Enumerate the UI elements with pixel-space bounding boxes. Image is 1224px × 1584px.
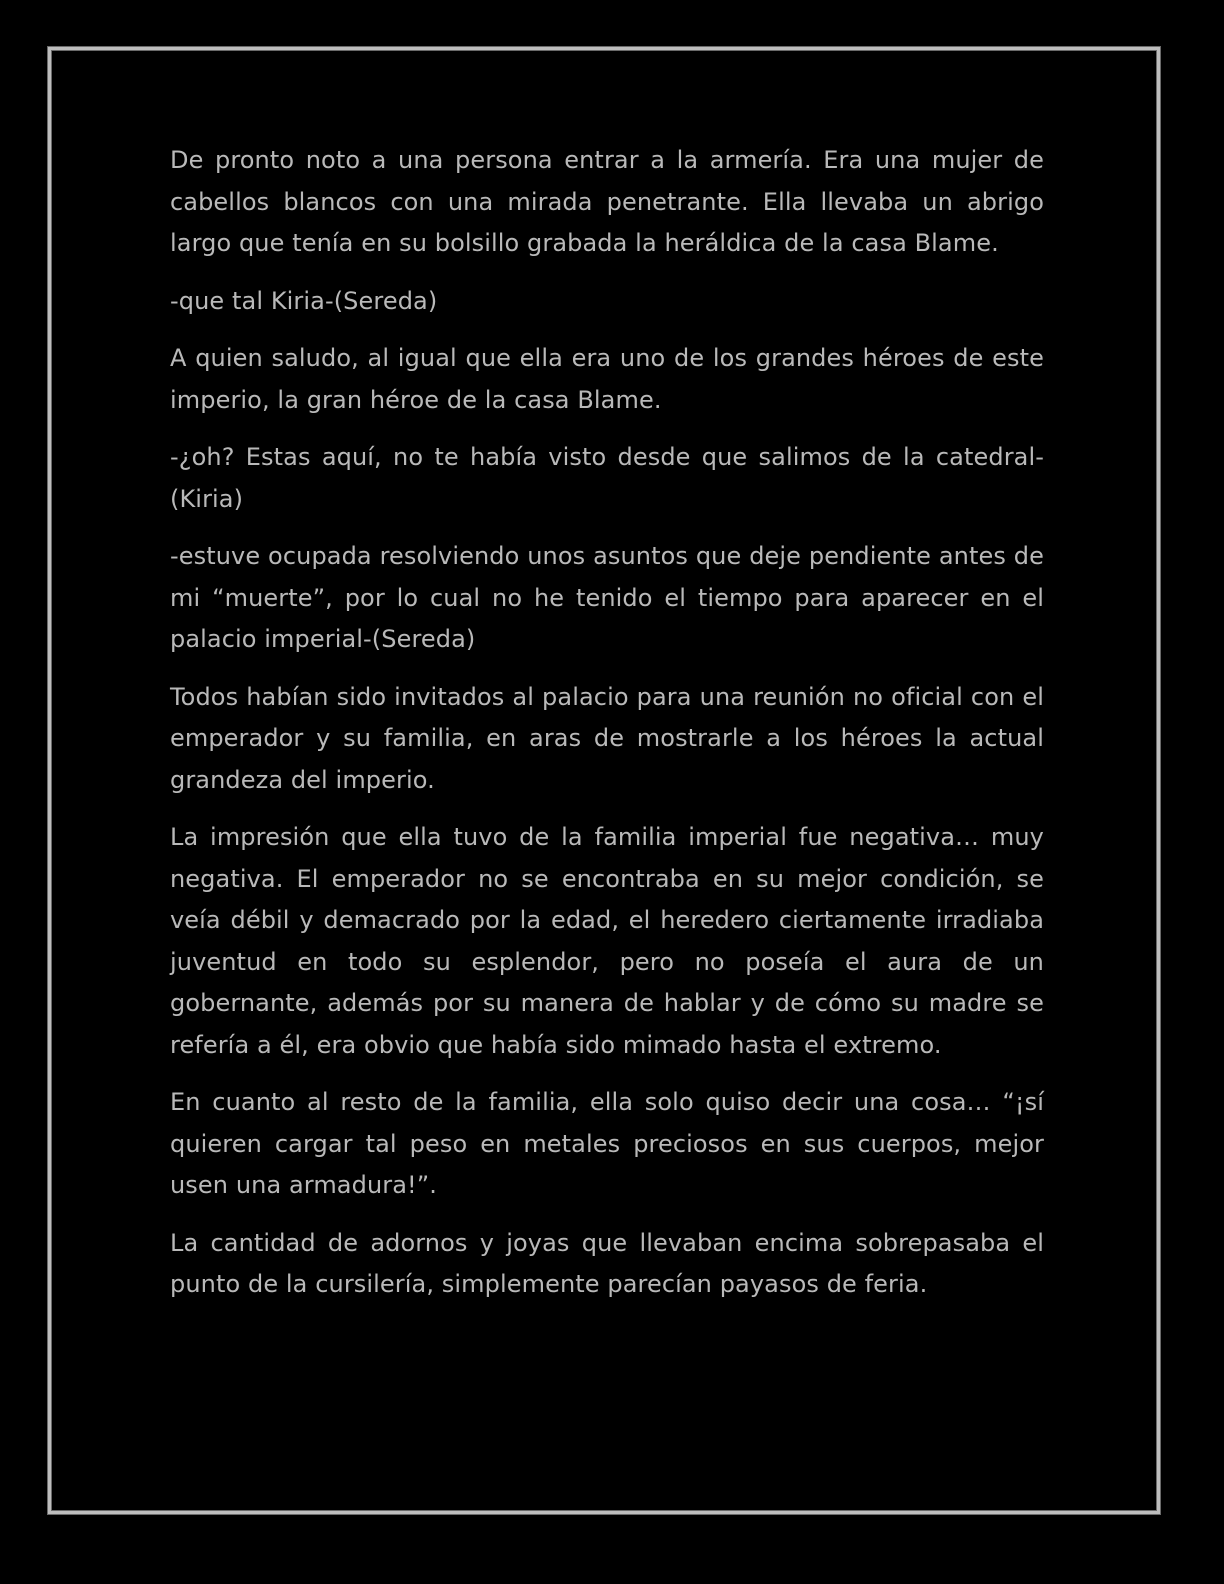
paragraph-6: Todos habían sido invitados al palacio para una reunión no oficial con el emperador y su familia, en aras de mostrarle a los héroes la actual grandeza del imperio. — [170, 682, 1044, 794]
paragraph-7: La impresión que ella tuvo de la familia imperial fue negativa… muy negativa. El emperador no se encontraba en su mejor condición, se veía débil y demacrado por la edad, el heredero ciertamente irradiaba juventud en todo su esplendor, pero no poseía el aura de un gobernante, además por su manera de hablar y de cómo su madre se refería a él, era obvio que había sido mimado hasta el extremo. — [170, 823, 1044, 1059]
paragraph-2: -que tal Kiria-(Sereda) — [170, 286, 438, 315]
document-body — [170, 140, 1044, 1322]
paragraph-5: -estuve ocupada resolviendo unos asuntos que deje pendiente antes de mi “muerte”, por lo cual no he tenido el tiempo para aparecer en el palacio imperial-(Sereda) — [170, 542, 1044, 653]
paragraph-4: -¿oh? Estas aquí, no te había visto desde que salimos de la catedral-(Kiria) — [170, 443, 1044, 513]
paragraph-3: A quien saludo, al igual que ella era uno de los grandes héroes de este imperio, la gran héroe de la casa Blame. — [170, 344, 1044, 414]
paragraph-8: En cuanto al resto de la familia, ella solo quiso decir una cosa… “¡sí quieren cargar tal peso en metales preciosos en sus cuerpos, mejor usen una armadura!”. — [170, 1088, 1044, 1199]
paragraph-1: De pronto noto a una persona entrar a la armería. Era una mujer de cabellos blancos con una mirada penetrante. Ella llevaba un abrigo largo que tenía en su bolsillo grabada la heráldica de la casa Blame. — [170, 146, 1044, 257]
paragraph-9: La cantidad de adornos y joyas que llevaban encima sobrepasaba el punto de la cursilería, simplemente parecían payasos de feria. — [170, 1228, 1044, 1298]
